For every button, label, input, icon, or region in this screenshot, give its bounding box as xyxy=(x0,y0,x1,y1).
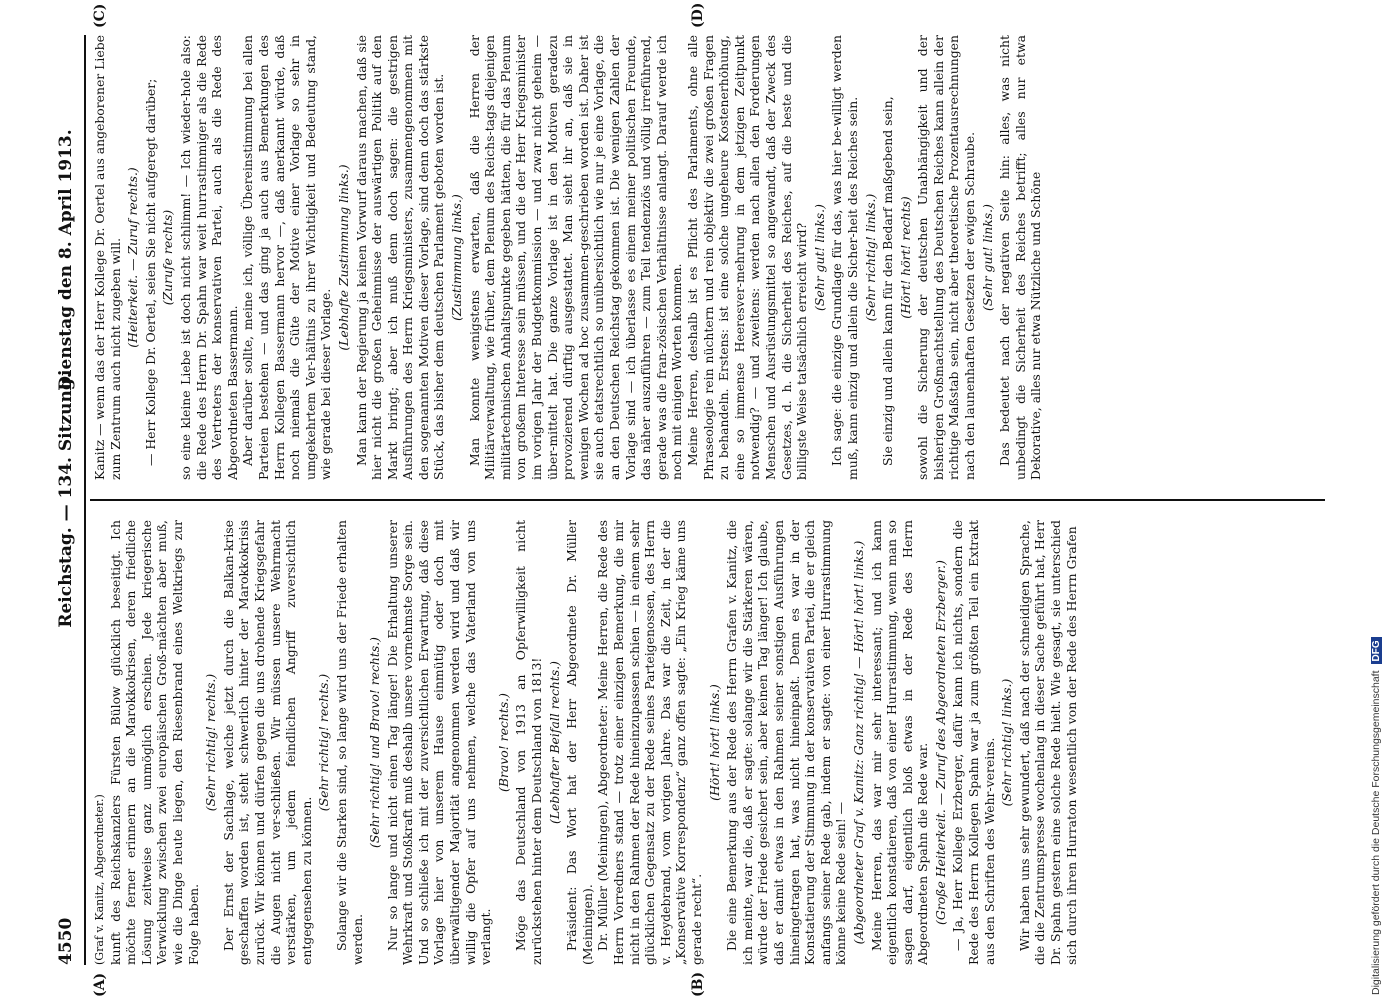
interjection: (Sehr richtig! und Bravo! rechts.) xyxy=(367,637,383,849)
page-number: 4550 xyxy=(56,917,76,965)
page-header xyxy=(50,35,86,965)
right-column xyxy=(92,35,1322,480)
paragraph: Aber darüber sollte, meine ich, völlige Übereinstimmung bei allen Parteien bestehen — und das ging ja auch aus Bemerkungen des Herrn Kollegen Bassermann hervor —, daß anerkannt würde, daß noch niemals die Güte der Motive einer Vorlage so sehr in umgekehrtem Ver-hältnis zu ihrer Wichtigkeit und Bedeutung stand, wie gerade bei dieser Vorlage. xyxy=(240,35,334,480)
digitization-note xyxy=(1370,0,1382,995)
interjection: (Sehr richtig! rechts.) xyxy=(316,673,332,812)
margin-label-c: (C) xyxy=(92,3,108,28)
paragraph: sowohl die Sicherung der deutschen Unabhängigkeit und der bisherigen Großmachtstellung des Deutschen Reiches kann allein der richtige Maßstab sein, nicht aber theoretische Prozentausrechnungen nach den launenhaften Gesetzen der ewigen Schraube. xyxy=(915,35,978,480)
paragraph: Meine Herren, das war mir sehr interessant; und ich kann eigentlich konstatieren, daß von einer Hurrastimmung, wenn man so sagen darf, eigentlich bloß etwas in der Rede des Herrn Abgeordneten Spahn die Rede war. xyxy=(868,520,931,965)
paragraph: Man kann der Regierung ja keinen Vorwurf daraus machen, daß sie hier nicht die großen Geheimnisse der auswärtigen Politik auf den Markt bringt; aber ich muß denn doch sagen: die gestrigen Ausführungen des Herrn Kriegsministers, zusammengenommen mit den sogenannten Motiven dieser Vorlage, sind denn doch das stärkste Stück, das bisher dem deutschen Parlament geboten worden ist. xyxy=(353,35,447,480)
interjection: (Sehr gut! links.) xyxy=(979,204,995,311)
paragraph: Wir haben uns sehr gewundert, daß nach der schneidigen Sprache, die die Zentrumspresse wochenlang in dieser Sache geführt hat, Herr Dr. Spahn gestern eine solche Rede hielt. Wie gesagt, sie unterschied sich durch ihren Hurraton wesentlich von der Rede des Herrn Grafen xyxy=(1016,520,1079,965)
margin-label-b: (B) xyxy=(690,971,706,997)
interjection: (Zustimmung links.) xyxy=(449,194,465,321)
paragraph: Meine Herren, deshalb ist es Pflicht des Parlaments, ohne alle Phraseologie rein nüchtern und rein objektiv die zwei großen Fragen zu behandeln. Erstens: ist eine solche ungeheure Kostenerhöhung, eine so immense Heeresver-mehrung in dem jetzigen Zeitpunkt notwendig? — und zweitens: werden nach allen den Forderungen Menschen und Ausrüstungsmittel so angewandt, daß der Zweck des Gesetzes, d. h. die Sicherheit des Reiches, auf die beste und die billigste Weise tatsächlich erreicht wird? xyxy=(684,35,810,480)
interjection: (Lebhafter Beifall rechts.) xyxy=(546,661,562,824)
paragraph: Möge das Deutschland von 1913 an Opferwilligkeit nicht zurückstehen hinter dem Deutschland von 1813! xyxy=(513,520,545,965)
digitization-text: Digitalisierung gefördert durch die Deutsche Forschungsgemeinschaft xyxy=(1370,670,1382,995)
dfg-logo: DFG xyxy=(1371,637,1382,664)
paragraph: Das bedeutet nach der negativen Seite hin: alles, was nicht unbedingt die Sicherheit des Reiches betrifft; alles nur etwa Dekorative, alles nur etwa Nützliche und Schöne xyxy=(997,35,1044,480)
margin-label-a: (A) xyxy=(92,972,108,997)
interjection: (Sehr richtig! links.) xyxy=(862,193,878,322)
interjection: (Sehr gut! links.) xyxy=(811,204,827,311)
paragraph: so eine kleine Liebe ist doch nicht schlimm! — Ich wieder-hole also: die Rede des Herrn Dr. Spahn war weit hurrastimmiger als die Rede des Vertreters der konservativen Partei, auch als die Rede des Abgeordneten Bassermann. xyxy=(177,35,240,480)
paragraph: — Herr Kollege Dr. Oertel, seien Sie nicht aufgeregt darüber; xyxy=(142,78,158,466)
interjection: (Abgeordneter Graf v. Kanitz: Ganz richtig! — Hört! hört! links.) xyxy=(850,540,866,945)
paragraph: Die eine Bemerkung aus der Rede des Herrn Grafen v. Kanitz, die ich meinte, war die, daß er sagte: solange wir die Stärkeren wären, würde der Friede gesichert sein, aber keinen Tag länger! Ich glaube, daß er damit etwas in den Rahmen seiner sonstigen Ausführungen hineingetragen hat, was nicht hineinpaßt. Denn es war in der Konstatierung der Stimmung in der konservativen Partei, die er gleich anfangs seiner Rede gab, indem er sagte: von einer Hurrastimmung könne keine Rede sein! — xyxy=(724,520,849,965)
interjection: (Große Heiterkeit. — Zuruf des Abgeordneten Erzberger.) xyxy=(932,560,948,925)
paragraph: Solange wir die Starken sind, so lange wird uns der Friede erhalten werden. xyxy=(333,520,365,965)
president-paragraph: Präsident: Das Wort hat der Herr Abgeordnete Dr. Müller (Meiningen). xyxy=(564,520,595,965)
interjection: (Hört! hört! rechts) xyxy=(897,196,913,319)
interjection: (Bravo! rechts.) xyxy=(495,693,511,792)
paragraph: — Ja, Herr Kollege Erzberger, dafür kann ich nichts, sondern die Rede des Herrn Kollegen Spahn war ja zum größten Teil ein Extrakt aus den Schriften des Wehr-vereins. xyxy=(950,520,997,965)
interjection: (Hört! hört! links.) xyxy=(706,684,722,801)
speaker-line: (Graf v. Kanitz, Abgeordneter.) xyxy=(93,794,106,965)
rotated-document-page xyxy=(50,2,1330,997)
paragraph: Sie einzig und allein kann für den Bedarf maßgebend sein, xyxy=(880,96,896,466)
paragraph: Nur so lange und nicht einen Tag länger! Die Erhaltung unserer Wehrkraft und Stoßkraft muß deshalb unsere vornehmste Sorge sein. Und so schließe ich mit der zuversichtlichen Erwartung, daß diese Vorlage hier von unserem Hause einmütig oder doch mit überwältigender Majorität angenommen werden wird und daß wir willig die Opfer auf uns nehmen, welche das Vaterland von uns verlangt. xyxy=(384,520,494,965)
column-divider xyxy=(90,499,1325,501)
running-title: Reichstag. — 134. Sitzung. xyxy=(56,372,76,628)
left-column xyxy=(92,520,1322,965)
interjection: (Heiterkeit. — Zuruf rechts.) xyxy=(125,167,141,348)
paragraph: kunft des Reichskanzlers Fürsten Bülow glücklich beseitigt. Ich möchte ferner erinnern an die Marokkokrisen, deren friedliche Lösung zeitweise ganz unmöglich erschien. Jede kriegerische Verwicklung zwischen zwei europäischen Groß-mächten aber muß, wie die Dinge heute liegen, den Riesenbrand eines Weltkriegs zur Folge haben. xyxy=(107,520,201,965)
session-date: Dienstag den 8. April 1913. xyxy=(56,129,76,391)
paragraph: Dr. Müller (Meiningen), Abgeordneter: Meine Herren, die Rede des Herrn Vorredners stand — trotz einer einzigen Bemerkung, die mir nicht in den Rahmen der Rede hineinzupassen schien — in einem sehr glücklichen Gegensatz zu der Rede seines Parteigenossen, des Herrn v. Heydebrand, vom vorigen Jahre. Das war die Zeit, in der die „Konservative Korrespondenz“ ganz offen sagte: „Ein Krieg käme uns gerade recht“. xyxy=(595,520,704,965)
paragraph: Der Ernst der Sachlage, welche jetzt durch die Balkan-krise geschaffen worden ist, steht schwerlich hinter der Marokkokrisis zurück. Wir können und dürfen gegen die uns drohende Kriegsgefahr die Augen nicht ver-schließen. Wir müssen unsere Wehrmacht verstärken, um jedem feindlichen Angriff zuversichtlich entgegensehen zu können. xyxy=(220,520,314,965)
paragraph: Man konnte wenigstens erwarten, daß die Herren der Militärverwaltung, wie früher, dem Plenum des Reichs-tags diejenigen militärtechnischen Anhaltspunkte gegeben hätten, die für das Plenum von großem Interesse sein müssen, und die der Herr Kriegsminister im vorigen Jahr der Budgetkommission — und zwar nicht geheim — über-mittelt hat. Die ganze Vorlage ist in den Motiven geradezu provozierend dürftig ausgestattet. Man sieht ihr an, daß sie in wenigen Wochen ad hoc zusammen-geschrieben worden ist. Daher ist sie auch etatsrechtlich so unübersichtlich wie nur je eine Vorlage, die an den Deutschen Reichstag gekommen ist. Die wenigen Zahlen der Vorlage sind — ich überlasse es einem meiner politischen Freunde, das näher auszuführen — zum Teil tendenziös und völlig irreführend, gerade was die fran-zösischen Verhältnisse anlangt. Darauf werde ich noch mit einigen Worten kommen. xyxy=(466,35,685,480)
interjection: (Sehr richtig! rechts.) xyxy=(203,673,219,812)
interjection: (Zurufe rechts) xyxy=(160,209,176,306)
interjection: (Sehr richtig! links.) xyxy=(999,678,1015,807)
margin-label-d: (D) xyxy=(690,2,706,28)
interjection: (Lebhafte Zustimmung links.) xyxy=(335,164,351,351)
paragraph: Ich sage: die einzige Grundlage für das, was hier be-willigt werden muß, kann einzig und allein die Sicher-heit des Reiches sein. xyxy=(829,35,860,480)
paragraph: Kanitz — wenn das der Herr Kollege Dr. Oertel aus angeborener Liebe zum Zentrum auch nicht zugeben will. xyxy=(92,35,123,480)
